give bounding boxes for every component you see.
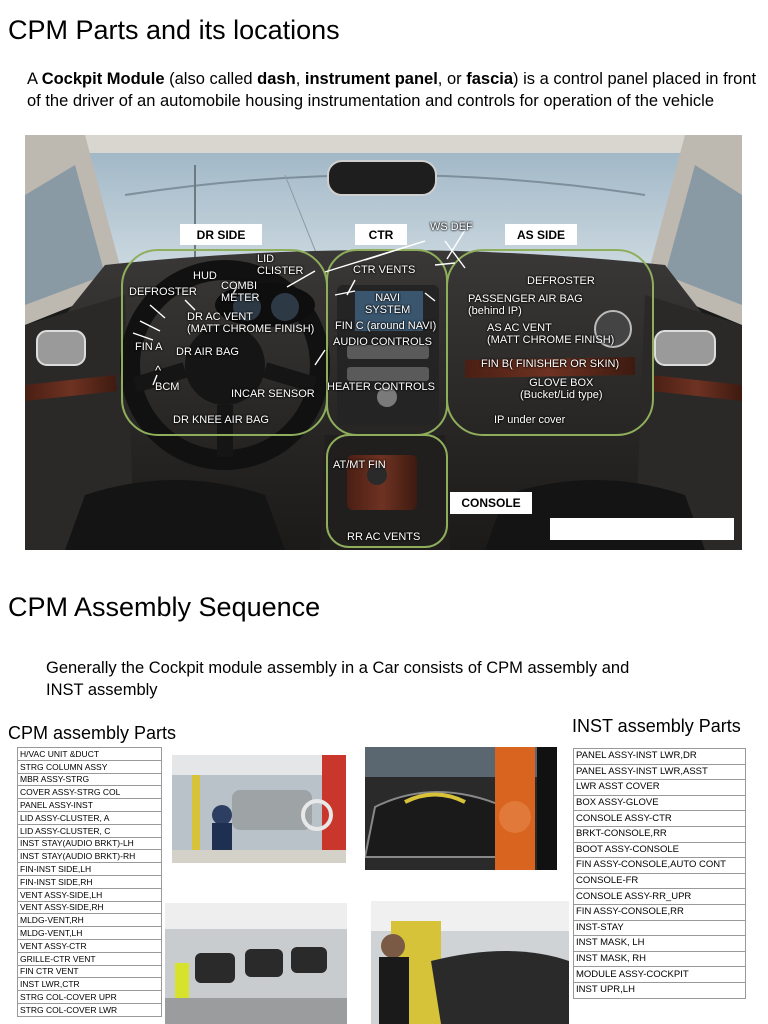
part-name-cell: FIN CTR VENT [18,965,162,978]
part-name-cell: H/VAC UNIT &DUCT [18,748,162,761]
part-name-cell: FIN-INST SIDE,LH [18,863,162,876]
label-bcm: BCM [155,381,180,393]
cpm-part-row [18,914,162,927]
inst-part-row [574,967,746,983]
cpm-part-row [18,799,162,812]
part-name-cell: BOX ASSY-GLOVE [574,795,746,811]
tag-dr-side: DR SIDE [180,224,262,245]
label-dr-knee-air-bag: DR KNEE AIR BAG [173,414,269,426]
label-glove-box: GLOVE BOX (Bucket/Lid type) [520,377,603,401]
label-fin-a: FIN A [135,341,163,353]
part-name-cell: INST STAY(AUDIO BRKT)-RH [18,850,162,863]
cpm-part-row [18,1003,162,1016]
part-name-cell: CONSOLE ASSY-RR_UPR [574,889,746,905]
blank-caption-box [550,518,734,540]
label-audio-controls: AUDIO CONTROLS [333,336,433,348]
part-name-cell: INST LWR,CTR [18,978,162,991]
inst-part-row [574,811,746,827]
inst-part-row [574,920,746,936]
factory-photo-4 [371,901,569,1024]
cpm-part-row [18,837,162,850]
tag-console: CONSOLE [450,492,532,514]
part-name-cell: LID ASSY-CLUSTER, A [18,811,162,824]
part-name-cell: MODULE ASSY-COCKPIT [574,967,746,983]
part-name-cell: VENT ASSY-SIDE,RH [18,901,162,914]
label-dr-ac-vent: DR AC VENT (MATT CHROME FINISH) [187,311,315,335]
inst-part-row [574,951,746,967]
part-name-cell: INST MASK, LH [574,936,746,952]
part-name-cell: PANEL ASSY-INST LWR,DR [574,749,746,765]
cpm-part-row [18,811,162,824]
intro-text: A [27,70,42,88]
cpm-part-row [18,875,162,888]
label-dr-air-bag: DR AIR BAG [176,346,239,358]
label-ip-under-cover: IP under cover [494,414,566,426]
intro-text: (also called [164,70,258,88]
part-name-cell: LWR ASST COVER [574,780,746,796]
inst-parts-table [573,748,746,999]
part-name-cell: INST UPR,LH [574,982,746,998]
intro-bold-fascia: fascia [466,70,514,88]
cpm-part-row [18,939,162,952]
part-name-cell: CONSOLE-FR [574,873,746,889]
intro-text: ) is a control panel placed in front of the driver of an automobile housing instrumentation and controls for operation of the vehicle [27,70,757,110]
inst-part-row [574,780,746,796]
label-at-mt-fin: AT/MT FIN [333,459,386,471]
intro-text: , or [437,70,467,88]
inst-part-row [574,904,746,920]
part-name-cell: BOOT ASSY-CONSOLE [574,842,746,858]
part-name-cell: CONSOLE ASSY-CTR [574,811,746,827]
part-name-cell: VENT ASSY-CTR [18,939,162,952]
inst-part-row [574,936,746,952]
inst-part-row [574,889,746,905]
part-name-cell: PANEL ASSY-INST LWR,ASST [574,764,746,780]
cpm-part-row [18,850,162,863]
part-name-cell: INST MASK, RH [574,951,746,967]
part-name-cell: VENT ASSY-SIDE,LH [18,888,162,901]
inst-parts-heading: INST assembly Parts [572,716,741,736]
section-title-parts-locations: CPM Parts and its locations [8,15,340,45]
label-combi-meter: COMBI METER [221,280,260,304]
inst-part-row [574,795,746,811]
label-incar-sensor: INCAR SENSOR [231,388,315,400]
cpm-part-row [18,888,162,901]
cpm-part-row [18,927,162,940]
intro-paragraph [27,68,762,112]
tag-as-side: AS SIDE [505,224,577,245]
label-defroster-right: DEFROSTER [527,275,595,287]
part-name-cell: BRKT-CONSOLE,RR [574,826,746,842]
inst-part-row [574,982,746,998]
part-name-cell: STRG COLUMN ASSY [18,760,162,773]
label-lid-cluster: LID CLISTER [257,253,304,277]
part-name-cell: FIN-INST SIDE,RH [18,875,162,888]
cpm-part-row [18,824,162,837]
cpm-part-row [18,965,162,978]
caret-icon: ^ [155,363,162,378]
label-as-ac-vent: AS AC VENT (MATT CHROME FINISH) [487,322,615,346]
cpm-part-row [18,760,162,773]
section-title-assembly-sequence: CPM Assembly Sequence [8,592,321,622]
cpm-part-row [18,863,162,876]
cpm-part-row [18,901,162,914]
part-name-cell: GRILLE-CTR VENT [18,952,162,965]
part-name-cell: MLDG-VENT,RH [18,914,162,927]
part-name-cell: STRG COL-COVER UPR [18,991,162,1004]
label-ctr-vents: CTR VENTS [353,264,416,276]
part-name-cell: LID ASSY-CLUSTER, C [18,824,162,837]
label-ws-def: WS DEF [430,221,473,233]
label-defroster-left: DEFROSTER [129,286,197,298]
inst-part-row [574,749,746,765]
part-name-cell: FIN ASSY-CONSOLE,RR [574,904,746,920]
part-name-cell: INST-STAY [574,920,746,936]
factory-photo-2 [365,747,557,870]
intro-bold-instrument-panel: instrument panel [304,70,438,88]
cpm-part-row [18,978,162,991]
label-rr-ac-vents: RR AC VENTS [347,531,421,543]
assembly-description: Generally the Cockpit module assembly in a Car consists of CPM assembly and INST assembly [46,659,630,699]
car-interior-photo [25,135,742,550]
label-heater-controls: HEATER CONTROLS [327,381,435,393]
inst-part-row [574,842,746,858]
cpm-part-row [18,952,162,965]
part-name-cell: MLDG-VENT,LH [18,927,162,940]
inst-part-row [574,826,746,842]
cpm-part-row [18,748,162,761]
part-name-cell: INST STAY(AUDIO BRKT)-LH [18,837,162,850]
inst-part-row [574,873,746,889]
factory-photo-1 [172,755,346,863]
part-name-cell: STRG COL-COVER LWR [18,1003,162,1016]
cpm-parts-heading: CPM assembly Parts [8,723,177,743]
cpm-parts-table [17,747,162,1017]
factory-photo-3 [165,903,347,1024]
intro-bold-cockpit-module: Cockpit Module [41,70,165,88]
inst-part-row [574,858,746,874]
label-fin-b: FIN B( FINISHER OR SKIN) [481,358,620,370]
part-name-cell: COVER ASSY-STRG COL [18,786,162,799]
label-fin-c: FIN C (around NAVI) [335,320,437,332]
part-name-cell: MBR ASSY-STRG [18,773,162,786]
intro-bold-dash: dash [257,70,296,88]
inst-part-row [574,764,746,780]
cpm-part-row [18,786,162,799]
label-hud: HUD [193,270,217,282]
label-passenger-air-bag: PASSENGER AIR BAG (behind IP) [468,293,583,317]
label-navi-system: NAVI SYSTEM [365,292,411,316]
cpm-part-row [18,773,162,786]
tag-ctr: CTR [355,224,407,245]
part-name-cell: FIN ASSY-CONSOLE,AUTO CONT [574,858,746,874]
intro-text: , [295,70,305,88]
part-name-cell: PANEL ASSY-INST [18,799,162,812]
cpm-part-row [18,991,162,1004]
